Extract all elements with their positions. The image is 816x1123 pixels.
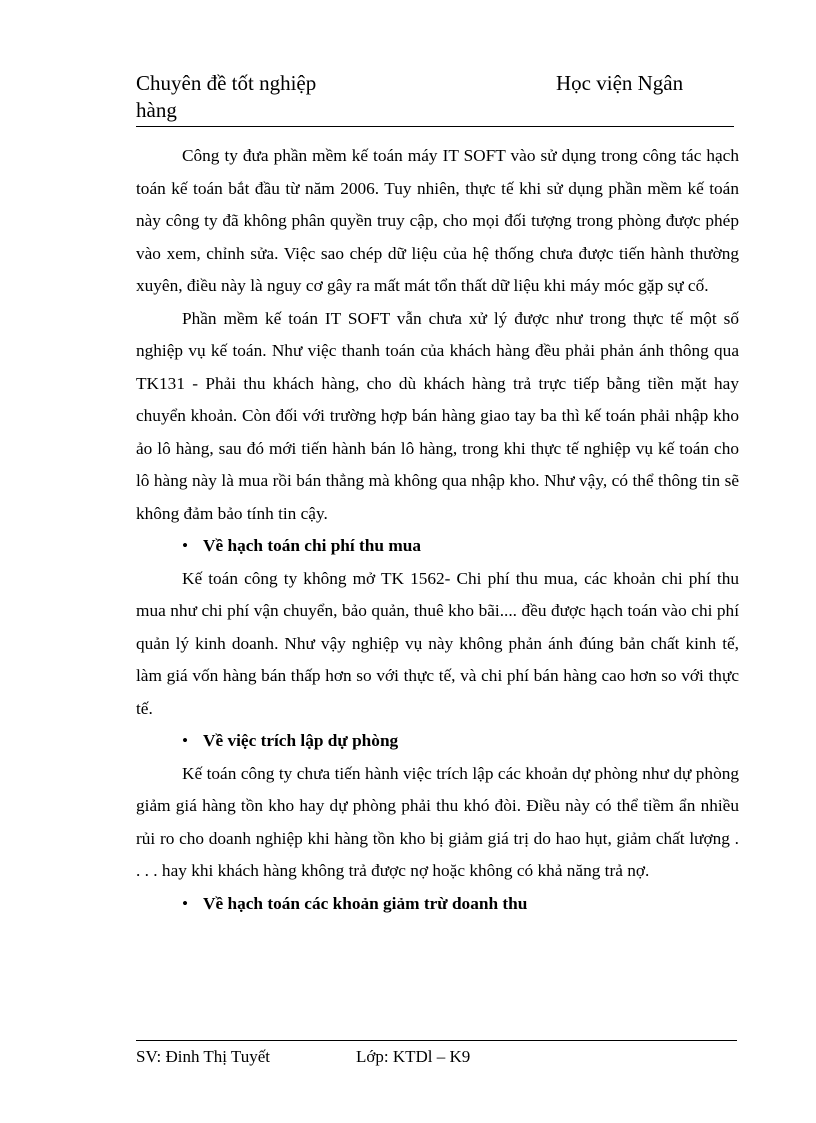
bullet-heading-text: Về việc trích lập dự phòng bbox=[203, 731, 399, 750]
footer-divider bbox=[136, 1040, 737, 1041]
header-right-title: Học viện Ngân bbox=[556, 71, 684, 95]
bullet-heading-purchase-costs bbox=[136, 530, 739, 563]
document-body bbox=[136, 140, 739, 920]
bullet-dot-icon: • bbox=[182, 731, 189, 750]
paragraph-purchase-costs: Kế toán công ty không mở TK 1562- Chi phí thu mua, các khoản chi phí thu mua như chi phí vận chuyển, bảo quản, thuê kho bãi.... đều được hạch toán vào chi phí quản lý kinh doanh. Như vậy nghiệp vụ này không phản ánh đúng bản chất kinh tế, làm giá vốn hàng bán thấp hơn so với thực tế, và chi phí bán hàng cao hơn so với thực tế. bbox=[136, 568, 739, 718]
bullet-heading-revenue-deductions bbox=[136, 888, 739, 921]
header-left-title: Chuyên đề tốt nghiệp bbox=[136, 71, 317, 95]
paragraph-software-limits: Phần mềm kế toán IT SOFT vẫn chưa xử lý được như trong thực tế một số nghiệp vụ kế toán. Như việc thanh toán của khách hàng đều phải phản ánh thông qua TK131 - Phải thu khách hàng, cho dù khách hàng trả trực tiếp bằng tiền mặt hay chuyển khoản. Còn đối với trường hợp bán hàng giao tay ba thì kế toán phải nhập kho ảo lô hàng, sau đó mới tiến hành bán lô hàng, trong khi thực tế nghiệp vụ kế toán cho lô hàng này là mua rồi bán thẳng mà không qua nhập kho. Như vậy, có thể thông tin sẽ không đảm bảo tính tin cậy. bbox=[136, 308, 739, 523]
bullet-dot-icon: • bbox=[182, 536, 189, 555]
footer-class: Lớp: KTDl – K9 bbox=[356, 1047, 471, 1066]
paragraph-provisions: Kế toán công ty chưa tiến hành việc trích lập các khoản dự phòng như dự phòng giảm giá hàng tồn kho hay dự phòng phải thu khó đòi. Điều này có thể tiềm ẩn nhiều rủi ro cho doanh nghiệp khi hàng tồn kho bị giảm giá trị do hao hụt, giảm chất lượng . . . . hay khi khách hàng không trả được nợ hoặc không có khả năng trả nợ. bbox=[136, 763, 739, 880]
footer-student-name: SV: Đinh Thị Tuyết bbox=[136, 1047, 270, 1066]
bullet-dot-icon: • bbox=[182, 893, 189, 913]
paragraph-software-intro: Công ty đưa phần mềm kế toán máy IT SOFT vào sử dụng trong công tác hạch toán kế toán bắt đầu từ năm 2006. Tuy nhiên, thực tế khi sử dụng phần mềm kế toán này công ty đã không phân quyền truy cập, cho mọi đối tượng trong phòng được phép vào xem, chỉnh sửa. Việc sao chép dữ liệu của hệ thống chưa được tiến hành thường xuyên, điều này là nguy cơ gây ra mất mát tổn thất dữ liệu khi máy móc gặp sự cố. bbox=[136, 146, 739, 295]
bullet-heading-provisions bbox=[136, 725, 739, 758]
bullet-heading-text: Về hạch toán chi phí thu mua bbox=[203, 536, 421, 555]
bullet-heading-text: Về hạch toán các khoản giảm trừ doanh thu bbox=[203, 893, 528, 913]
header-divider bbox=[136, 126, 734, 127]
header-right-title-continuation: hàng bbox=[136, 98, 177, 122]
